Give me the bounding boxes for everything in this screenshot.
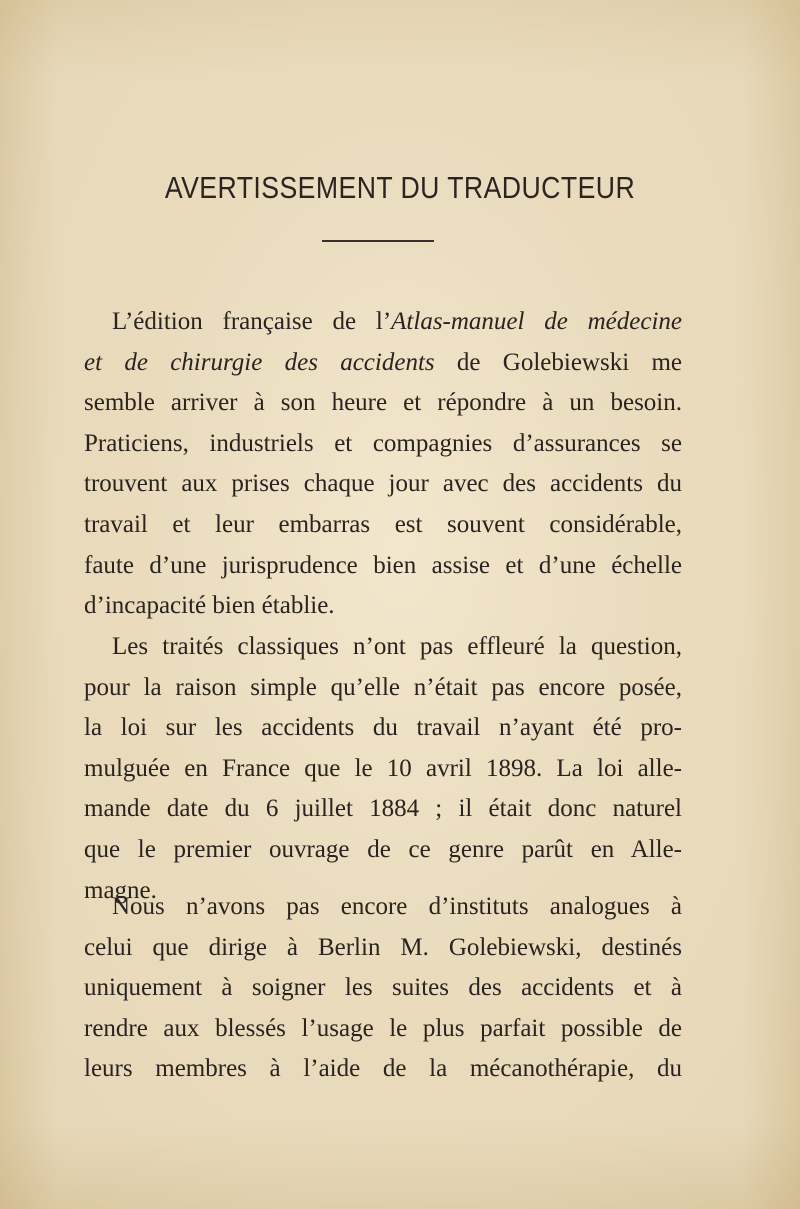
text-line: Les traités classiques n’ont pas effleuré la question, — [112, 633, 682, 660]
text-line: mulguée en France que le 10 avril 1898. La loi alle- — [84, 754, 682, 782]
text-line — [84, 302, 682, 343]
text-line: travail et leur embarras est souvent considérable, — [84, 510, 682, 538]
text-segment: de Golebiewski me — [434, 348, 682, 376]
text-line: magne. — [84, 876, 157, 904]
book-title-italic: Atlas-manuel de médecine — [391, 308, 683, 335]
text-line: faute d’une jurisprudence bien assise et d’une échelle — [84, 551, 682, 579]
text-line: rendre aux blessés l’usage le plus parfait possible de — [84, 1014, 682, 1042]
text-line: Nous n’avons pas encore d’instituts analogues à — [112, 893, 682, 920]
book-title-italic: et de chirurgie des accidents — [84, 348, 435, 376]
text-line: semble arriver à son heure et répondre à un besoin. — [84, 389, 682, 417]
text-line: uniquement à soigner les suites des accidents et à — [84, 974, 682, 1002]
text-segment: L’édition française de l’ — [112, 308, 392, 335]
text-line: pour la raison simple qu’elle n’était pas encore posée, — [84, 673, 682, 701]
text-line: que le premier ouvrage de ce genre parût en Alle- — [84, 835, 682, 863]
paragraph-3 — [84, 887, 682, 1090]
text-line: la loi sur les accidents du travail n’ayant été pro- — [84, 714, 682, 742]
text-line: mande date du 6 juillet 1884 ; il était donc naturel — [84, 795, 682, 823]
paragraph-2 — [84, 627, 682, 911]
paragraph-1 — [84, 302, 682, 627]
text-line: Praticiens, industriels et compagnies d’assurances se — [84, 429, 682, 457]
title-divider — [322, 240, 434, 242]
text-line: d’incapacité bien établie. — [84, 592, 335, 620]
text-line: leurs membres à l’aide de la mécanothérapie, du — [84, 1055, 682, 1083]
text-line: trouvent aux prises chaque jour avec des accidents du — [84, 470, 682, 498]
page-title: AVERTISSEMENT DU TRADUCTEUR — [164, 170, 636, 205]
text-line — [84, 343, 682, 384]
text-line: celui que dirige à Berlin M. Golebiewski, destinés — [84, 933, 682, 961]
